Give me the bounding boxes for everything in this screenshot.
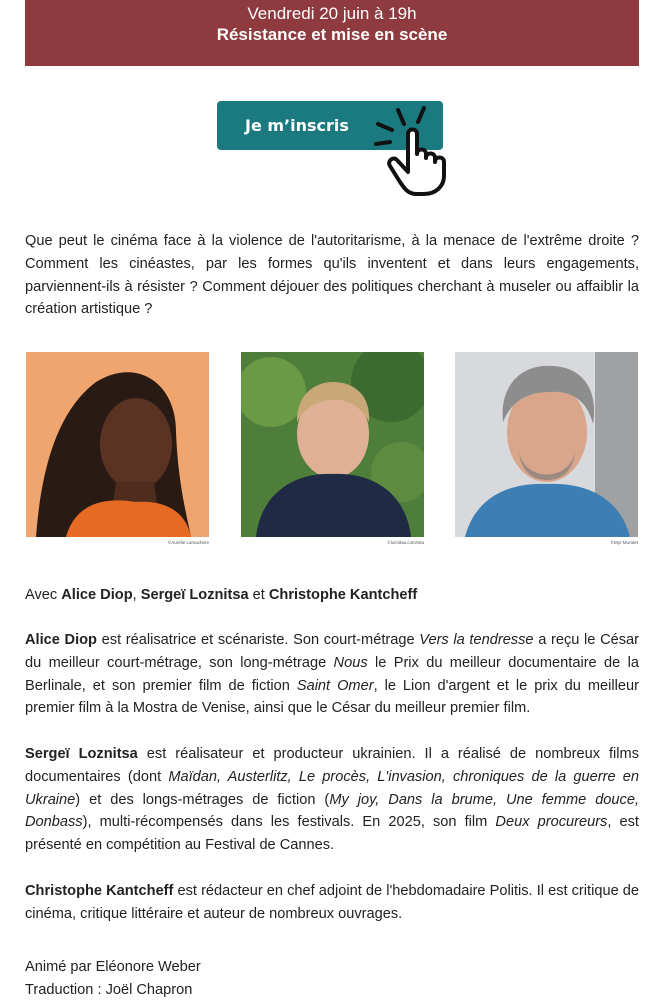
photo-sergei-loznitsa [241, 352, 424, 537]
bio-christophe-kantcheff: Christophe Kantcheff est rédacteur en chef adjoint de l'hebdomadaire Politis. Il est critique de cinéma, critique littéraire et auteur de nombreux ouvrages. [25, 883, 640, 922]
bio-alice-diop: Alice Diop est réalisatrice et scénariste. Son court-métrage Vers la tendresse a reçu le César du meilleur court-métrage, son long-métrage Nous le Prix du meilleur documentaire de la Berlinale, et son premier film de fiction Saint Omer, le Lion d'argent et le prix du meilleur premier film à la Mostra de Venise, ainsi que le César du meilleur premier film. [25, 632, 640, 717]
photo-christophe-kantcheff [455, 352, 638, 537]
photo-alice-diop [26, 352, 209, 537]
photo-credit: ©Aurélie Lamachère [167, 540, 209, 545]
translation-line: Traduction : Joël Chapron [25, 981, 193, 998]
bio-sergei-loznitsa: Sergeï Loznitsa est réalisateur et producteur ukrainien. Il a réalisé de nombreux films documentaires (dont Maïdan, Austerlitz, Le procès, L'invasion, chroniques de la guerre en Ukraine) et des longs-métrages de fiction (My joy, Dans la brume, Une femme douce, Donbass), multi-récompensés dans les festivals. En 2025, son film Deux procureurs, est présenté en compétition au Festival de Cannes. [25, 746, 640, 854]
host-line: Animé par Eléonore Weber [25, 959, 201, 975]
register-button[interactable]: Je m’inscris [217, 101, 443, 150]
photo-credit: ©Myr Muratet [610, 540, 638, 545]
speaker-name: Christophe Kantcheff [268, 587, 418, 603]
event-date: Vendredi 20 juin à 19h [247, 4, 417, 23]
intro-paragraph: Que peut le cinéma face à la violence de l'autoritarisme, à la menace de l'extrême droite ? Comment les cinéastes, par les formes qu'ils inventent et dans leurs engagements, parviennent-ils à résister ? Comment déjouer des politiques cherchant à museler ou affaiblir la création artistique ? [25, 233, 639, 318]
event-credits [25, 956, 639, 1000]
speaker-name: Sergeï Loznitsa [140, 587, 249, 603]
speakers-line: Avec Alice Diop, Sergeï Loznitsa et Christophe Kantcheff [25, 587, 418, 603]
event-title: Résistance et mise en scène [216, 25, 448, 44]
speaker-name: Alice Diop [61, 587, 133, 603]
photo-credit: ©loznitsa.com/vita [387, 540, 424, 545]
event-banner [25, 0, 639, 66]
pointing-hand-icon [370, 104, 466, 198]
